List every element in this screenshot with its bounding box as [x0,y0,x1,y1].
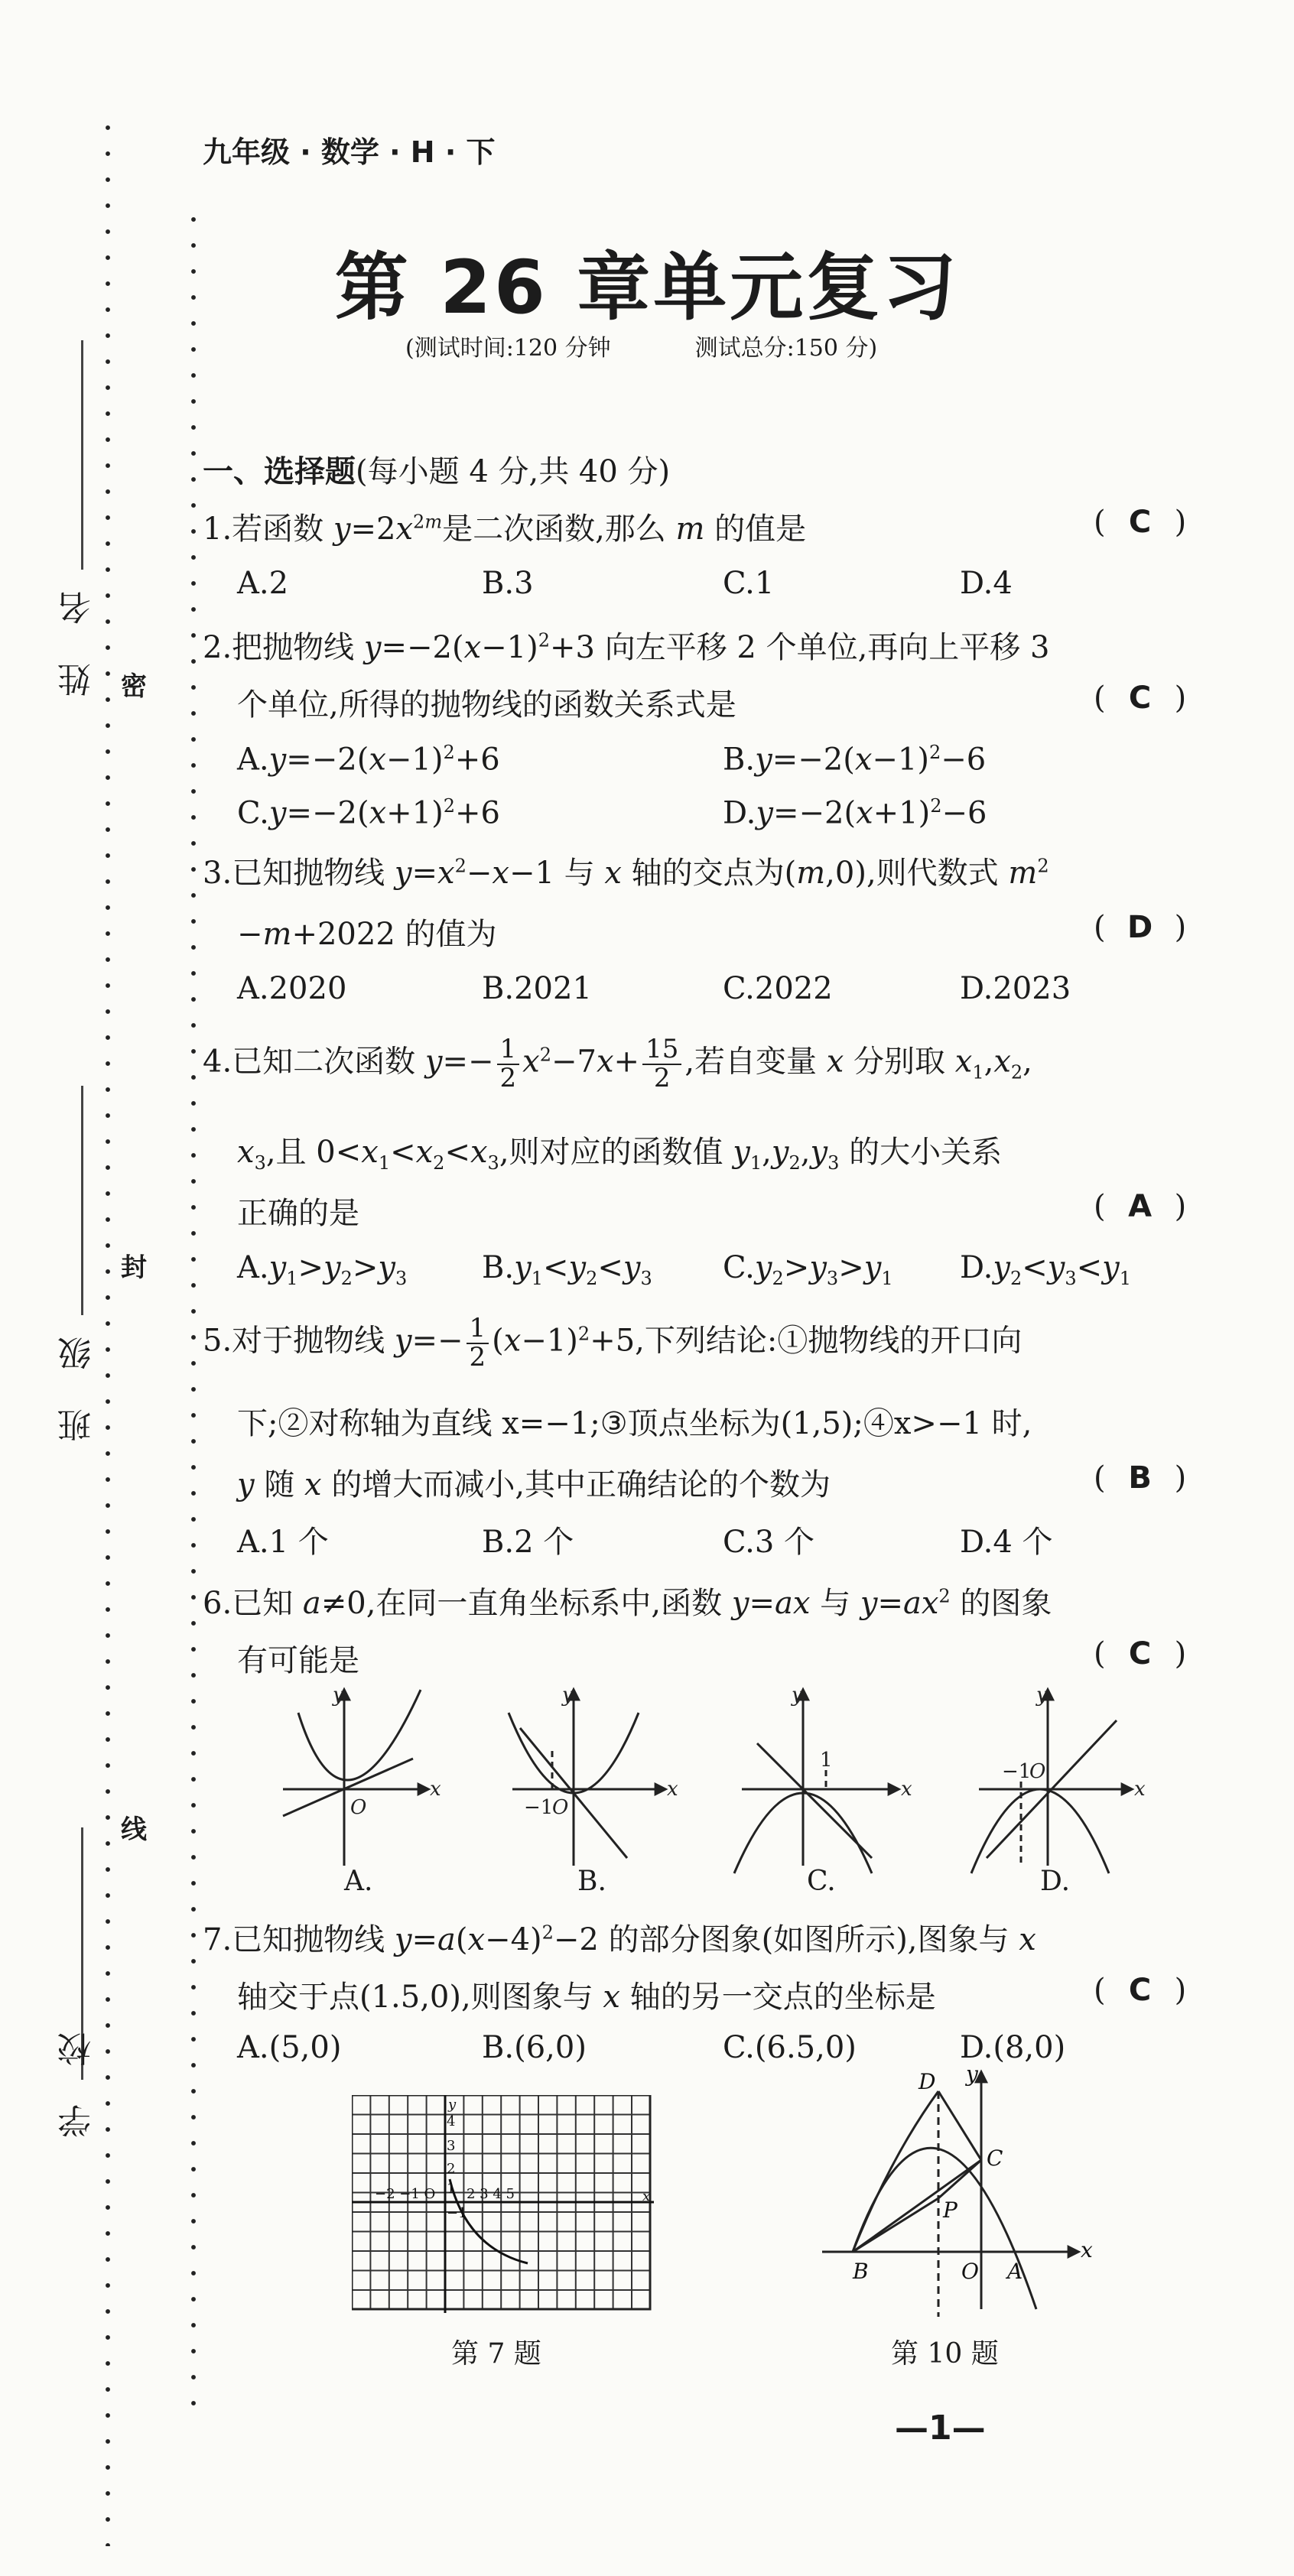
q7-text-d: 轴的另一交点的坐标是 [619,1980,936,2015]
fig10-segment-bd [853,2091,938,2252]
q6a-x-label: x [430,1778,441,1801]
q6d-y-label: y [1036,1684,1048,1707]
class-label: 班 级 [58,1323,97,1442]
q3-text-a: 3.已知抛物线 [203,856,395,891]
q5-option-a: A.1 个 [237,1525,329,1560]
fig10-point-d: D [918,2069,936,2094]
section-title: 一、选择题 [203,454,356,489]
q5-line1: 5.对于抛物线 y=− $\frac{1}{2}$ $(x-1)^2+5$,下列结论:①抛物线的开口向 [203,1313,1023,1372]
q4-text-b: ,若自变量 [684,1044,827,1080]
q4-text-d: ,且 0< [265,1135,362,1170]
q3-line2: −m+2022 的值为 [237,917,497,952]
q2-answer: ( C ) [1094,681,1187,716]
q2-option-c-letter: C. [237,795,269,831]
q2-line2: 个单位,所得的抛物线的函数关系式是 [237,687,736,723]
section-heading [203,447,670,491]
test-time: (测试时间:120 分钟 [405,335,611,362]
q3-answer-letter: D [1127,910,1153,945]
q2-text-a: 2.把抛物线 [203,630,364,665]
q6-graph-label-b: B. [577,1866,606,1897]
q6b-y-label: y [562,1684,574,1707]
fig10-point-a: A [1007,2259,1023,2284]
q6-line2: 有可能是 [237,1643,359,1678]
q2-option-c: $C.y=-2(x+1)^2+6$ [237,795,500,831]
q4-option-d: $D.y_2<y_3<y_1$ [960,1250,1132,1289]
fig10-point-c: C [987,2146,1003,2171]
q6c-y-label: y [792,1684,803,1707]
q5-text-c: 随 [254,1467,305,1502]
fig7-tick-1: 1 [447,2181,456,2197]
q4-option-a: $A.y_1>y_2>y_3$ [237,1250,408,1289]
q2-line1: 2.把抛物线 $y=-2(x-1)^2+3$ 向左平移 2 个单位,再向上平移 3 [203,629,1050,665]
fig10-point-p: P [943,2198,957,2223]
q6-graph-label-a: A. [344,1866,373,1897]
fig10-parabola [853,2148,1036,2309]
q1-answer-letter: C [1128,505,1152,540]
q4-answer-letter: A [1128,1189,1153,1224]
q4-text-e: ,则对应的函数值 [499,1135,733,1170]
school-label: 学 校 [58,2019,97,2138]
q7-option-c: C.(6.5,0) [723,2030,857,2065]
page-number: —1— [895,2409,986,2448]
q6d-origin: O [1029,1760,1046,1783]
page-title: 第 26 章单元复习 [334,245,960,330]
q2-option-a: $A.y=-2(x-1)^2+6$ [237,742,500,778]
q4-line3: 正确的是 [237,1196,359,1231]
q3-text-b: 与 [554,856,605,891]
q5-option-c: C.3 个 [723,1525,815,1560]
q1-text-c: 的值是 [704,512,807,547]
fig7-xtick-neg: −2 −1 O [375,2186,436,2202]
q3-option-b: B.2021 [482,971,592,1006]
fig10-segment-dc [938,2091,981,2160]
q3-option-a: A.2020 [237,971,347,1006]
q6-text-b: ,在同一直角坐标系中,函数 [366,1586,732,1621]
q1-option-b: B.3 [482,566,534,601]
q5-option-d: D.4 个 [960,1525,1053,1560]
q7-text-b: 的部分图象(如图所示),图象与 [598,1922,1019,1957]
fig10-caption: 第 10 题 [891,2338,999,2370]
q5-answer-letter: B [1128,1460,1152,1496]
q2-option-b-letter: B. [723,742,756,778]
q6-graph-d [971,1690,1132,1873]
fig10-point-b: B [853,2259,869,2284]
q6d-x-label: x [1134,1778,1146,1801]
fig10-segment-bp [853,2198,938,2252]
fig7-y-label: y [448,2097,457,2113]
q7-option-a: A.(5,0) [237,2030,342,2065]
q6-graph-label-c: C. [807,1866,836,1897]
q6b-origin: O [552,1796,569,1819]
q7-option-b: B.(6,0) [482,2030,587,2065]
fig7-tick-2: 2 [447,2161,456,2177]
q6-graph-c [734,1690,899,1873]
q6-text-c: 与 [810,1586,860,1621]
fig10-x-label: x [1081,2237,1093,2263]
q2-answer-letter: C [1128,681,1152,716]
q5-answer: ( B ) [1094,1460,1187,1496]
q5-line2: 下;②对称轴为直线 x=−1;③顶点坐标为(1,5);④x>−1 时, [237,1406,1032,1441]
q4-line1: 4.已知二次函数 y=− $\frac{1}{2}$ $x^2-7x+$ $\frac{15}{2}$ ,若自变量 x 分别取 $x_1,x_2$, [203,1034,1032,1093]
binding-dots-outer [104,115,112,2546]
test-score: 测试总分:150 分) [694,335,878,362]
q7-line2: 轴交于点(1.5,0),则图象与 x 轴的另一交点的坐标是 [237,1980,936,2015]
seal-char-2: 封 [121,1252,147,1283]
binding-dots-inner [190,206,197,2409]
q6-line1: 6.已知 a≠0,在同一直角坐标系中,函数 y=ax 与 $y=ax^2$ 的图象 [203,1585,1052,1621]
q2-option-b: $B.y=-2(x-1)^2-6$ [723,742,987,778]
q1-option-d: D.4 [960,566,1013,601]
name-blank-line [81,340,83,570]
q6a-origin: O [350,1796,367,1819]
q2-option-d-letter: D. [723,795,756,831]
name-label: 姓 名 [58,577,97,697]
q6b-x-label: x [667,1778,678,1801]
q1-option-c: C.1 [723,566,775,601]
q3-line1: 3.已知抛物线 $y=x^2-x-1$ 与 x 轴的交点为(m,0),则代数式 $m^2$ [203,855,1049,891]
q7-option-d: D.(8,0) [960,2030,1066,2065]
seal-char-1: 密 [121,671,147,702]
fig7-tick-3: 3 [447,2138,456,2154]
q3-text-e: +2022 的值为 [291,917,497,952]
q6c-x-label: x [901,1778,912,1801]
test-info [405,329,877,362]
q5-text-a: 5.对于抛物线 [203,1323,395,1359]
fig7-caption: 第 7 题 [451,2338,541,2370]
q2-text-b: 向左平移 2 个单位,再向上平移 3 [594,630,1050,665]
q4-frac-15-2: $\frac{15}{2}$ [642,1036,681,1092]
fig7-xtick-pos: 2 3 4 5 [467,2186,515,2202]
q7-answer-letter: C [1128,1973,1152,2008]
q6-graphs [268,1682,1231,1889]
grade-header: 九年级 · 数学 · H · 下 [203,135,496,169]
fig7-grid-graph [352,2095,658,2317]
q4-text-a: 4.已知二次函数 [203,1044,425,1080]
q5-option-b: B.2 个 [482,1525,574,1560]
q6d-tick: −1 [1002,1760,1032,1783]
q6c-tick: 1 [820,1749,833,1772]
q6-answer-letter: C [1128,1636,1152,1671]
q3-option-c: C.2022 [723,971,833,1006]
fig7-x-label: x [642,2188,651,2204]
q4-text-c: 分别取 [844,1044,955,1080]
fig7-tick-n1: −1 [447,2205,467,2221]
q6-text-a: 6.已知 [203,1586,303,1621]
q4-line2: $x_3$,且 $0<x_1<x_2<x_3$,则对应的函数值 $y_1,y_2,y_3$ 的大小关系 [237,1135,1003,1174]
section-note: (每小题 4 分,共 40 分) [356,454,671,489]
q5-line3: y 随 x 的增大而减小,其中正确结论的个数为 [237,1467,831,1502]
q2-option-d: $D.y=-2(x+1)^2-6$ [723,795,987,831]
fig7-tick-4: 4 [447,2113,456,2129]
q6-graph-a [283,1690,428,1866]
q6-text-d: 的图象 [950,1586,1052,1621]
q1-stem: 1.若函数 $y=2x^{2m}$是二次函数,那么 m 的值是 [203,511,807,547]
q3-answer: ( D ) [1094,910,1187,945]
q5-text-d: 的增大而减小,其中正确结论的个数为 [321,1467,831,1502]
q5-text-b: ,下列结论:①抛物线的开口向 [635,1323,1023,1359]
q6-graph-label-d: D. [1040,1866,1071,1897]
q6-answer: ( C ) [1094,1636,1187,1671]
q7-answer: ( C ) [1094,1973,1187,2008]
q7-text-c: 轴交于点(1.5,0),则图象与 [237,1980,603,2015]
q4-option-b: $B.y_1<y_2<y_3$ [482,1250,652,1289]
q6b-tick: −1 [524,1796,554,1819]
fig10-y-label: y [966,2064,978,2087]
q4-answer: ( A ) [1094,1189,1187,1224]
q4-text-f: 的大小关系 [839,1135,1003,1170]
fig10-graph [814,2064,1105,2324]
q1-text-a: 1.若函数 [203,512,333,547]
q4-option-c: $C.y_2>y_3>y_1$ [723,1250,893,1289]
q3-text-c: 轴的交点为( [621,856,797,891]
seal-char-3: 线 [121,1814,147,1845]
q4-frac-half: $\frac{1}{2}$ [497,1036,520,1092]
q7-text-a: 7.已知抛物线 [203,1922,395,1957]
q3-text-d: ),则代数式 [854,856,1009,891]
fig10-origin: O [961,2259,979,2284]
q3-option-d: D.2023 [960,971,1071,1006]
q6a-y-label: y [333,1684,344,1707]
q1-text-b: 是二次函数,那么 [442,512,676,547]
q1-option-a: A.2 [237,566,289,601]
q7-line1: 7.已知抛物线 $y=a(x-4)^2-2$ 的部分图象(如图所示),图象与 x [203,1921,1036,1957]
q1-answer: ( C ) [1094,505,1187,540]
class-blank-line [81,1086,83,1315]
q5-frac-half: $\frac{1}{2}$ [467,1315,489,1371]
q6-graph-b [509,1690,665,1866]
q2-option-a-letter: A. [237,742,269,778]
